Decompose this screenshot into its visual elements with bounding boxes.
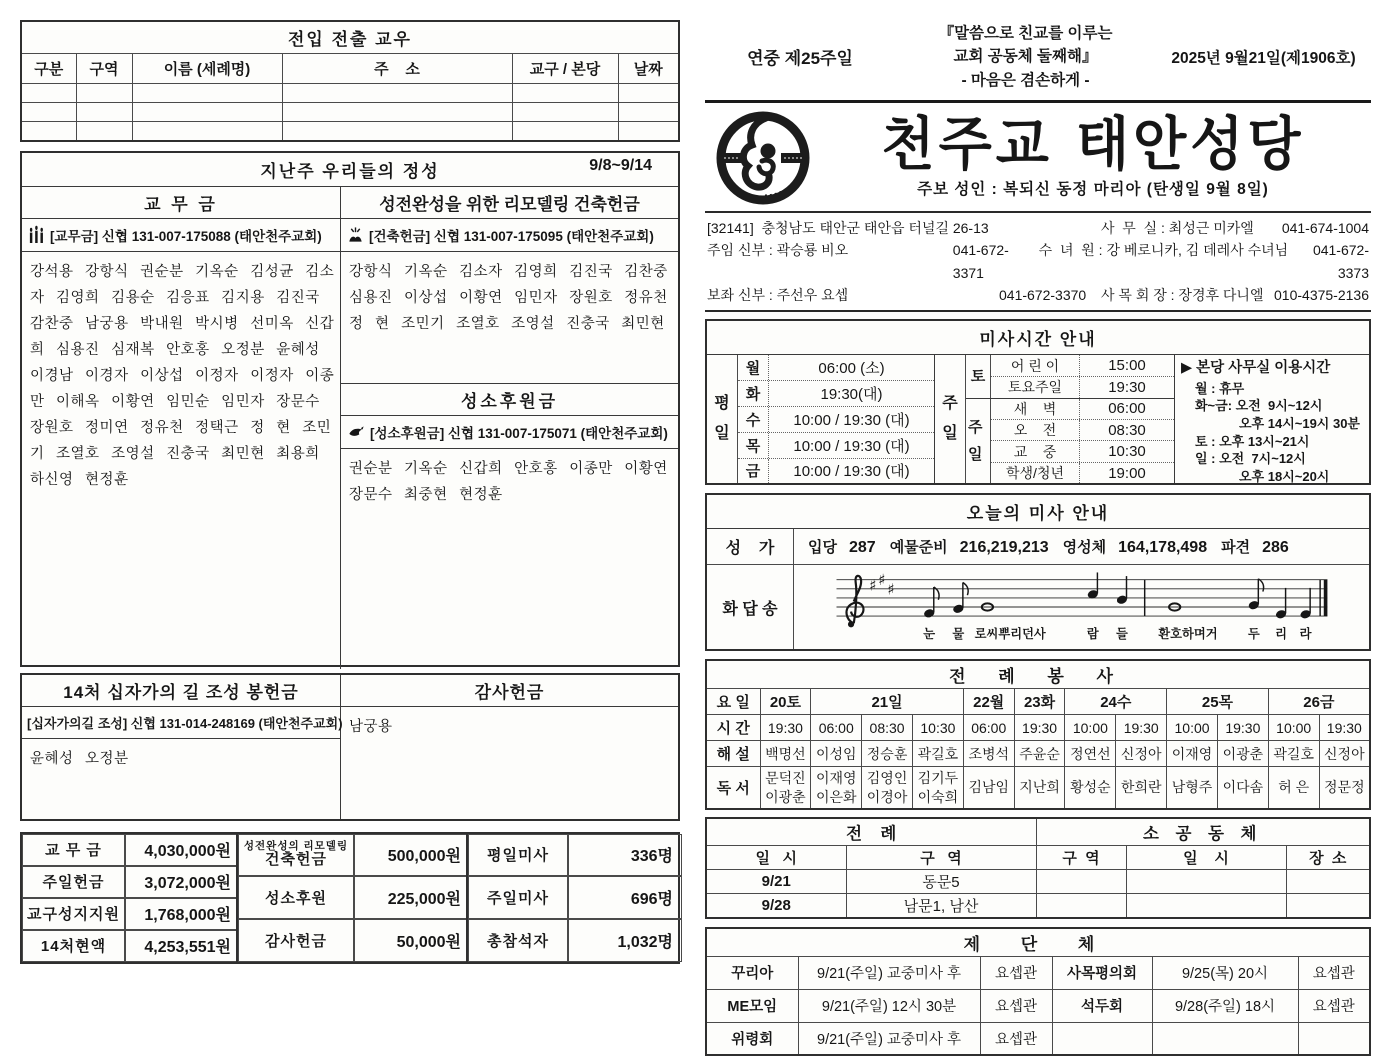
parish-title: 천주교 태안성당	[881, 109, 1305, 178]
address: [32141] 충청남도 태안군 태안읍 터널길 26-13	[707, 219, 989, 236]
row-label: 해 설	[706, 741, 760, 767]
liturgy-time-row: 시 간 19:30 06:00 08:30 10:30 06:00 19:30 10:00 19:30 10:00 19:30 10:00 19:30	[706, 715, 1370, 741]
lyric: 라	[1299, 627, 1312, 642]
patron-saint: 주보 성인 : 복되신 동정 마리아 (탄생일 9월 8일)	[917, 181, 1269, 199]
mass-name: 학생/청년	[991, 463, 1080, 483]
thanks-names: 남궁용	[349, 718, 393, 735]
saturday-label: 토	[966, 355, 991, 397]
pastor: 주임 신부 : 곽승룡 비오	[707, 242, 849, 259]
bulletin-left-page	[20, 20, 680, 964]
organization-row	[706, 956, 1370, 989]
summary-label-top: 성전완성의 리모델링	[243, 839, 349, 852]
motto-line: - 마음은 겸손하게 -	[961, 71, 1090, 89]
org-place: 요셉관	[1298, 956, 1370, 989]
hymn-number: 286	[1262, 539, 1289, 557]
mass-time: 06:00	[1108, 400, 1146, 418]
col-header: 이름 (세례명)	[132, 54, 282, 84]
summary-label: 주일미사	[468, 876, 568, 919]
sunday-sub-label: 주일	[966, 399, 991, 484]
org-time: 9/21(주일) 교중미사 후	[798, 956, 980, 989]
summary-label: 총참석자	[468, 919, 568, 962]
office-hours-line: 토 : 오후 13시~21시	[1195, 433, 1310, 449]
vocation-fund-account: [성소후원금] 신협 131-007-175071 (태안천주교회)	[370, 425, 668, 441]
org-name: ME모임	[706, 989, 798, 1022]
summary-value: 1,768,000원	[125, 898, 240, 930]
parish-logo-icon	[711, 108, 815, 208]
psalm-label: 화 답 송	[707, 565, 794, 649]
empty-row	[21, 84, 679, 103]
summary-label	[238, 834, 354, 877]
liturgical-week: 연중 제25주일	[747, 49, 853, 69]
summary-value: 500,000원	[354, 834, 470, 877]
phone-number: 041-672-3373	[1312, 242, 1369, 281]
issue-header	[705, 20, 1371, 103]
org-name	[1052, 1022, 1152, 1055]
mass-time: 06:00 (소)	[818, 360, 885, 378]
convent: 수 녀 원 : 강 베로니카, 김 데레사 수녀님	[1038, 242, 1289, 259]
building-fund-names: 강항식 기옥순 김소자 김영희 김진국 김찬중 심용진 이상섭 이황연 임민자 장원호 정유천 정 현 조민기 조열호 조영설 진충국 최민현	[349, 263, 668, 332]
treble-clef-icon	[846, 576, 863, 628]
summary-label: 평일미사	[468, 834, 568, 877]
devotion-section	[20, 151, 680, 667]
transfer-title-row	[21, 21, 679, 54]
gyomugeum-title: 교 무 금	[22, 187, 340, 219]
mass-name: 어 린 이	[991, 355, 1080, 376]
transfer-table	[20, 20, 680, 142]
lyric: 리	[1275, 627, 1287, 642]
summary-value: 3,072,000원	[125, 866, 240, 898]
office-hours-title: ▶ 본당 사무실 이용시간	[1181, 360, 1331, 377]
contact-block	[705, 211, 1371, 313]
org-place: 요셉관	[980, 989, 1052, 1022]
org-name: 위령회	[706, 1022, 798, 1055]
org-time: 9/28(주일) 18시	[1152, 989, 1298, 1022]
summary-label: 감사헌금	[238, 919, 354, 962]
hymn-number: 216,219,213	[959, 539, 1049, 557]
empty-row	[21, 103, 679, 122]
rite-date: 9/21	[706, 869, 846, 893]
lyric: 로씨뿌리던사	[974, 627, 1046, 642]
mass-schedule-title: 미사시간 안내	[707, 321, 1369, 355]
stations-names: 윤혜성 오정분	[30, 750, 129, 767]
vocation-fund-account-row	[341, 416, 678, 449]
office-hours-line: 화~금: 오전 9시~12시	[1195, 398, 1323, 414]
mass-name: 토요주일	[991, 377, 1080, 398]
transfer-header-row	[21, 54, 679, 84]
mass-time: 10:00 / 19:30 (대)	[793, 437, 910, 455]
summary-label: 성소후원	[238, 876, 354, 919]
org-place: 요셉관	[980, 956, 1052, 989]
office-hours-line: 오후 18시~20시	[1239, 468, 1330, 484]
gyomugeum-account: [교무금] 신협 131-007-175088 (태안천주교회)	[50, 228, 322, 244]
office-hours	[1175, 355, 1369, 483]
org-place: 요셉관	[1298, 989, 1370, 1022]
office-hours-line: 오후 14시~19시 30분	[1239, 415, 1360, 431]
mass-schedule	[705, 319, 1371, 485]
responsorial-psalm-row	[707, 565, 1369, 649]
svg-text:♯: ♯	[878, 571, 886, 590]
mass-name: 새 벽	[991, 399, 1080, 419]
offering-hands-icon	[347, 226, 364, 244]
weekday-name: 월	[738, 355, 769, 380]
contact-row	[707, 284, 1369, 306]
org-name: 꾸리아	[706, 956, 798, 989]
mass-time: 19:30	[1108, 378, 1146, 396]
phone-number: 041-674-1004	[1281, 219, 1369, 236]
lyric: 두	[1247, 627, 1260, 642]
mass-name: 오 전	[991, 420, 1080, 440]
organizations-table	[705, 927, 1371, 1056]
liturgy-roster	[705, 659, 1371, 810]
hymn-name: 파견	[1221, 539, 1251, 557]
weekday-name: 목	[738, 433, 769, 458]
mass-time: 19:30(대)	[820, 386, 883, 403]
music-staff	[798, 567, 1365, 647]
org-time	[1152, 1022, 1298, 1055]
summary-label: 교 무 금	[22, 834, 125, 866]
masthead	[705, 103, 1371, 211]
weekday-name: 수	[738, 407, 769, 432]
weekday-label: 평일	[707, 355, 738, 483]
building-fund-account-row	[341, 219, 678, 252]
mass-time: 19:00	[1108, 464, 1146, 482]
lyric: 람	[1086, 627, 1099, 642]
row-label: 독 서	[706, 767, 760, 809]
devotion-period: 9/8~9/14	[589, 156, 652, 174]
candles-icon	[28, 225, 45, 244]
hymn-number: 164,178,498	[1118, 539, 1208, 557]
summary-value: 4,253,551원	[125, 930, 240, 962]
rite-header-row: 일 시 구 역 구 역 일 시 장 소	[706, 845, 1370, 869]
transfer-title: 전입 전출 교우	[21, 21, 679, 54]
liturgy-reader-row: 독 서 문덕진 이광춘 이재영 이은화 김영인 이경아 김기두 이숙희 김남임 지난희 황성순 한희란 남형주 이다솜 허 은 정문정	[706, 767, 1370, 809]
mass-time: 15:00	[1108, 357, 1146, 375]
rite-row	[706, 869, 1370, 893]
org-time: 9/21(주일) 교중미사 후	[798, 1022, 980, 1055]
phone-number: 041-672-3370	[999, 286, 1087, 303]
row-label: 시 간	[706, 715, 760, 741]
summary-label: 주일헌금	[22, 866, 125, 898]
phone-number: 010-4375-2136	[1274, 286, 1369, 303]
organizations-title: 제 단 체	[706, 928, 1370, 957]
stations-title: 14처 십자가의 길 조성 봉헌금	[22, 675, 340, 707]
gyomugeum-names: 강석용 강항식 권순분 기옥순 김성균 김소자 김영희 김용순 김응표 김지용 김진국 감찬중 남궁용 박내원 박시병 선미옥 신갑희 심용진 심재복 안호홍 오정분 윤혜성 이경남 이경자 이상섭 이정자 이정자 이종만 이해옥 이황연 임민순 임민자 장문수 장원호 정미연 정유천 정택근 정 현 조민기 조열호 조영설 진충국 최민현 최용희 하신영 현정훈	[30, 263, 335, 489]
sunday-times	[966, 355, 1175, 483]
summary-value: 1,032명	[568, 919, 682, 962]
vocation-fund-names: 권순분 기옥순 신갑희 안호홍 이종만 이황연 장문수 최중현 현정훈	[349, 460, 668, 503]
hymn-name: 입당	[808, 539, 837, 557]
hymn-label: 성 가	[707, 529, 794, 564]
office-hours-line: 월 : 휴무	[1195, 380, 1245, 396]
organization-row	[706, 989, 1370, 1022]
devotion-title: 지난주 우리들의 정성	[260, 161, 440, 181]
svg-text:♯: ♯	[887, 580, 895, 599]
org-time: 9/21(주일) 12시 30분	[798, 989, 980, 1022]
gyomugeum-account-row	[22, 219, 340, 252]
thanks-column	[341, 675, 678, 819]
col-header: 교구 / 본당	[512, 54, 618, 84]
org-name: 석두회	[1052, 989, 1152, 1022]
org-name: 사목평의회	[1052, 956, 1152, 989]
mass-time: 10:00 / 19:30 (대)	[793, 411, 910, 429]
col-header: 구역	[76, 54, 132, 84]
stations-column	[22, 675, 341, 819]
pastoral-motto	[895, 22, 1156, 92]
summary-offerings	[20, 832, 238, 964]
summary-value: 336명	[568, 834, 682, 877]
office-hours-line: 일 : 오전 7시~12시	[1195, 451, 1306, 467]
summary-funds	[236, 832, 468, 964]
col-header: 날짜	[618, 54, 679, 84]
contact-row	[707, 239, 1369, 284]
summary-value: 50,000원	[354, 919, 470, 962]
weekly-summary	[20, 832, 680, 964]
hymn-row	[707, 529, 1369, 565]
svg-text:♯: ♯	[869, 576, 877, 595]
liturgy-commentator-row: 해 설 백명선 이성임 정승훈 곽길호 조병석 주윤순 정연선 신정아 이재영 이광춘 곽길호 신정아	[706, 741, 1370, 767]
summary-value: 696명	[568, 876, 682, 919]
rite-zone: 남문1, 남산	[846, 893, 1036, 918]
weekday-times	[738, 355, 935, 483]
gyomugeum-column	[22, 187, 341, 669]
day-header: 20토	[760, 689, 811, 715]
rite-community-table	[705, 817, 1371, 919]
assistant-pastor: 보좌 신부 : 주선우 요셉	[707, 286, 849, 303]
org-place	[1298, 1022, 1370, 1055]
org-time: 9/25(목) 20시	[1152, 956, 1298, 989]
weekday-name: 금	[738, 459, 769, 484]
building-fund-title: 성전완성을 위한 리모델링 건축헌금	[341, 187, 678, 219]
small-community-title: 소 공 동 체	[1036, 818, 1370, 846]
rite-date: 9/28	[706, 893, 846, 918]
office-manager: 사 무 실 : 최성근 미카엘	[1101, 219, 1254, 236]
weekday-name: 화	[738, 381, 769, 406]
day-header: 25목	[1167, 689, 1269, 715]
pastoral-council-chair: 사 목 회 장 : 장경후 다니엘	[1101, 286, 1264, 303]
col-header: 주 소	[282, 54, 512, 84]
day-header: 23화	[1014, 689, 1065, 715]
summary-value: 4,030,000원	[125, 834, 240, 866]
stations-account: [십자가의길 조성] 신협 131-014-248169 (태안천주교회)	[22, 707, 340, 739]
lyric: 눈	[923, 627, 936, 642]
contact-row	[707, 217, 1369, 239]
lyric: 환호하며거	[1158, 627, 1218, 642]
organization-row	[706, 1022, 1370, 1055]
sunday-label: 주일	[935, 355, 966, 483]
phone-number: 041-672-3371	[952, 242, 1009, 281]
summary-label-main: 건축헌금	[265, 851, 327, 869]
mass-time: 10:30	[1108, 443, 1146, 461]
summary-value: 225,000원	[354, 876, 470, 919]
lyric: 들	[1116, 627, 1128, 642]
col-header: 구분	[21, 54, 76, 84]
summary-label: 14처현액	[22, 930, 125, 962]
psalm-lyrics	[923, 626, 1312, 641]
key-signature-sharps	[869, 571, 895, 598]
day-header: 22월	[963, 689, 1014, 715]
vocation-fund-title: 성소후원금	[341, 383, 678, 416]
rite-zone: 동문5	[846, 869, 1036, 893]
issue-date-number: 2025년 9월21일(제1906호)	[1171, 49, 1356, 67]
motto-line: 교회 공동체 둘째해』	[953, 48, 1098, 66]
bulletin-right-page	[705, 20, 1371, 1056]
liturgy-day-header-row	[706, 689, 1370, 715]
org-place: 요셉관	[980, 1022, 1052, 1055]
hymn-name: 영성체	[1062, 539, 1107, 557]
thanks-title: 감사헌금	[341, 675, 678, 707]
summary-label: 교구성지지원	[22, 898, 125, 930]
mass-name: 교 중	[991, 441, 1080, 461]
liturgy-title: 전 례 봉 사	[706, 660, 1370, 689]
day-header: 24수	[1065, 689, 1167, 715]
summary-attendance	[466, 832, 680, 964]
mass-time: 10:00 / 19:30 (대)	[793, 463, 910, 481]
mass-time: 08:30	[1108, 421, 1146, 439]
motto-line: 『말씀으로 친교를 이루는	[938, 25, 1113, 42]
devotion-title-row	[22, 153, 678, 187]
rite-title: 전 례	[706, 818, 1036, 846]
hymn-name: 예물준비	[889, 539, 948, 557]
building-fund-account: [건축헌금] 신협 131-007-175095 (태안천주교회)	[369, 228, 654, 244]
dove-icon	[347, 424, 365, 440]
hymn-number: 287	[848, 539, 876, 557]
day-header: 26금	[1268, 689, 1370, 715]
todays-mass-title: 오늘의 미사 안내	[707, 495, 1369, 529]
todays-mass	[705, 493, 1371, 651]
lyric: 물	[952, 627, 965, 642]
rite-row	[706, 893, 1370, 918]
empty-row	[21, 122, 679, 141]
day-header: 21일	[811, 689, 963, 715]
stations-thanks-section	[20, 673, 680, 821]
row-label: 요 일	[706, 689, 760, 715]
